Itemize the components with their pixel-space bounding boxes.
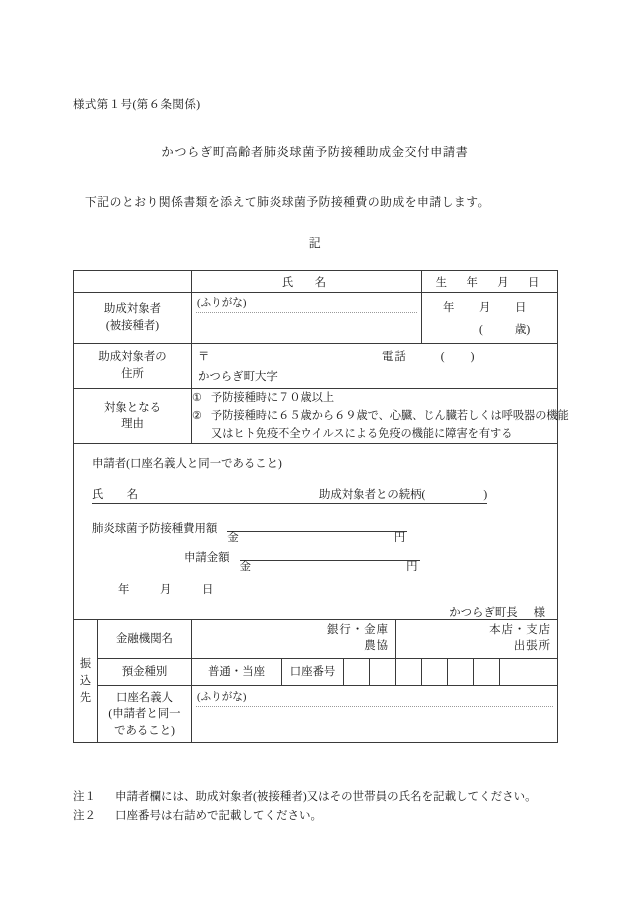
address-label-line1: 助成対象者の bbox=[98, 351, 167, 364]
branch-kind[interactable] bbox=[489, 623, 551, 655]
institution-name-field[interactable] bbox=[192, 620, 396, 659]
tel-paren-close: ) bbox=[470, 351, 475, 363]
institution-label: 金融機関名 bbox=[98, 620, 192, 659]
application-table bbox=[73, 270, 569, 743]
account-number-cell-3[interactable] bbox=[396, 659, 422, 686]
furigana-divider bbox=[196, 312, 417, 313]
institution-kind[interactable] bbox=[327, 623, 389, 655]
applicant-section bbox=[74, 444, 558, 620]
requested-amount-row bbox=[184, 549, 420, 574]
address-label-line2: 住所 bbox=[121, 368, 144, 380]
account-holder-label-line3: であること) bbox=[114, 724, 175, 737]
birthdate-field[interactable] bbox=[422, 293, 558, 344]
account-number-cell-5[interactable] bbox=[448, 659, 474, 686]
age-unit: 歳) bbox=[515, 324, 531, 336]
address-prefix: かつらぎ町大字 bbox=[198, 371, 278, 383]
branch-kind-line1: 本店・支店 bbox=[489, 624, 552, 637]
money-mark-cost: 金 bbox=[227, 532, 239, 545]
bank-side-char-1: 振 bbox=[79, 658, 92, 671]
table-row bbox=[74, 293, 558, 344]
reason-continuation: 又はヒト免疫不全ウイルスによる免疫の機能に障害を有する bbox=[211, 428, 513, 441]
application-date-field[interactable] bbox=[118, 581, 244, 597]
account-number-label: 口座番号 bbox=[282, 659, 344, 686]
application-month-unit: 月 bbox=[160, 584, 172, 597]
account-number-cell-4[interactable] bbox=[422, 659, 448, 686]
requested-amount-label: 申請金額 bbox=[184, 552, 230, 565]
account-number-cell-7[interactable] bbox=[500, 659, 558, 686]
institution-kind-line1: 銀行・金庫 bbox=[327, 624, 389, 637]
footnotes bbox=[73, 788, 537, 827]
table-row bbox=[74, 659, 558, 686]
reason-item-1[interactable] bbox=[192, 389, 557, 407]
reason-label-line2: 理由 bbox=[121, 418, 144, 431]
footnote-2-key: 注２ bbox=[73, 810, 96, 823]
account-holder-furigana-label: (ふりがな) bbox=[197, 692, 247, 704]
deposit-type-label: 預金種別 bbox=[98, 659, 192, 686]
name-column-header: 氏 名 bbox=[192, 271, 422, 293]
honorific: 様 bbox=[533, 607, 546, 620]
deposit-type-options[interactable]: 普通・当座 bbox=[192, 659, 282, 686]
account-holder-field[interactable] bbox=[192, 686, 558, 743]
account-holder-label-line1: 口座名義人 bbox=[116, 691, 173, 704]
address-label bbox=[74, 344, 192, 389]
requested-amount-field[interactable] bbox=[239, 559, 420, 574]
document-title: かつらぎ町高齢者肺炎球菌予防接種助成金交付申請書 bbox=[161, 145, 469, 159]
reason-marker-1: ① bbox=[192, 392, 203, 404]
addressee-line bbox=[449, 604, 545, 620]
account-number-cell-1[interactable] bbox=[344, 659, 370, 686]
table-row bbox=[74, 344, 558, 389]
table-row bbox=[74, 389, 558, 444]
branch-name-field[interactable] bbox=[396, 620, 558, 659]
relationship-field[interactable] bbox=[319, 486, 487, 504]
relationship-close-paren: ) bbox=[483, 489, 488, 502]
money-mark-amount: 金 bbox=[239, 561, 251, 574]
age-units bbox=[422, 321, 551, 337]
subject-label-line1: 助成対象者 bbox=[104, 303, 161, 316]
furigana-label: (ふりがな) bbox=[197, 298, 247, 309]
bank-side-char-2: 込 bbox=[79, 675, 92, 688]
birthdate-units bbox=[422, 299, 551, 315]
applicant-title: 申請者(口座名義人と同一であること) bbox=[92, 458, 282, 471]
tel-paren-open: ( bbox=[440, 351, 445, 363]
footnote-2-text: 口座番号は右詰めで記載してください。 bbox=[115, 810, 322, 823]
application-year-unit: 年 bbox=[118, 584, 130, 597]
subject-label bbox=[74, 293, 192, 344]
birth-year-unit: 年 bbox=[443, 302, 455, 314]
footnote-1-text: 申請者欄には、助成対象者(被接種者)又はその世帯員の氏名を記載してください。 bbox=[115, 791, 537, 803]
telephone-field[interactable] bbox=[382, 348, 474, 364]
footnote-1 bbox=[73, 788, 537, 807]
dob-column-header: 生 年 月 日 bbox=[422, 271, 558, 293]
lead-paragraph: 下記のとおり関係書類を添えて肺炎球菌予防接種費の助成を申請します。 bbox=[85, 195, 490, 209]
address-field[interactable] bbox=[192, 344, 558, 389]
money-unit-amount: 円 bbox=[406, 561, 418, 574]
footnote-1-key: 注１ bbox=[73, 791, 96, 803]
account-holder-label-line2: (申請者と同一 bbox=[108, 708, 181, 721]
reason-item-2[interactable] bbox=[192, 407, 569, 425]
institution-kind-line2: 農協 bbox=[364, 640, 389, 653]
empty-corner-cell bbox=[74, 271, 192, 293]
account-number-cell-2[interactable] bbox=[370, 659, 396, 686]
footnote-2 bbox=[73, 807, 537, 826]
birth-month-unit: 月 bbox=[479, 302, 491, 314]
reason-marker-2: ② bbox=[192, 410, 203, 423]
account-holder-furigana-divider bbox=[196, 706, 553, 707]
telephone-parens bbox=[441, 351, 475, 363]
telephone-label: 電話 bbox=[382, 351, 407, 363]
bank-side-char-3: 先 bbox=[79, 691, 92, 704]
mayor-title: かつらぎ町長 bbox=[449, 607, 518, 620]
account-number-cell-6[interactable] bbox=[474, 659, 500, 686]
reason-text-2: 予防接種時に６５歳から６９歳で、心臓、じん臓若しくは呼吸器の機能 bbox=[211, 410, 569, 423]
branch-kind-line2: 出張所 bbox=[513, 640, 552, 653]
birth-day-unit: 日 bbox=[515, 302, 527, 314]
relationship-label: 助成対象者との続柄( bbox=[319, 489, 426, 502]
application-day-unit: 日 bbox=[202, 584, 214, 597]
bank-section-side-label bbox=[74, 620, 98, 743]
applicant-name-row bbox=[92, 486, 530, 504]
reason-text-1: 予防接種時に７０歳以上 bbox=[211, 392, 335, 404]
postal-code-icon: 〒 bbox=[198, 351, 210, 363]
table-row bbox=[74, 444, 558, 620]
vaccination-cost-row bbox=[92, 520, 407, 545]
age-paren-open: ( bbox=[479, 324, 483, 336]
reason-label-line1: 対象となる bbox=[104, 401, 161, 414]
vaccination-cost-label: 肺炎球菌予防接種費用額 bbox=[92, 523, 218, 536]
reason-options[interactable] bbox=[192, 389, 569, 444]
table-row bbox=[74, 271, 558, 293]
account-holder-label bbox=[98, 686, 192, 743]
subject-name-field[interactable] bbox=[192, 293, 422, 344]
reason-label bbox=[74, 389, 192, 444]
table-row bbox=[74, 620, 558, 659]
form-number: 様式第１号(第６条関係) bbox=[73, 99, 201, 111]
table-row bbox=[74, 686, 558, 743]
ki-marker: 記 bbox=[308, 236, 322, 250]
vaccination-cost-field[interactable] bbox=[227, 530, 407, 545]
money-unit-cost: 円 bbox=[393, 532, 406, 545]
subject-label-line2: (被接種者) bbox=[105, 320, 160, 332]
applicant-name-field[interactable]: 氏 名 bbox=[92, 486, 319, 504]
